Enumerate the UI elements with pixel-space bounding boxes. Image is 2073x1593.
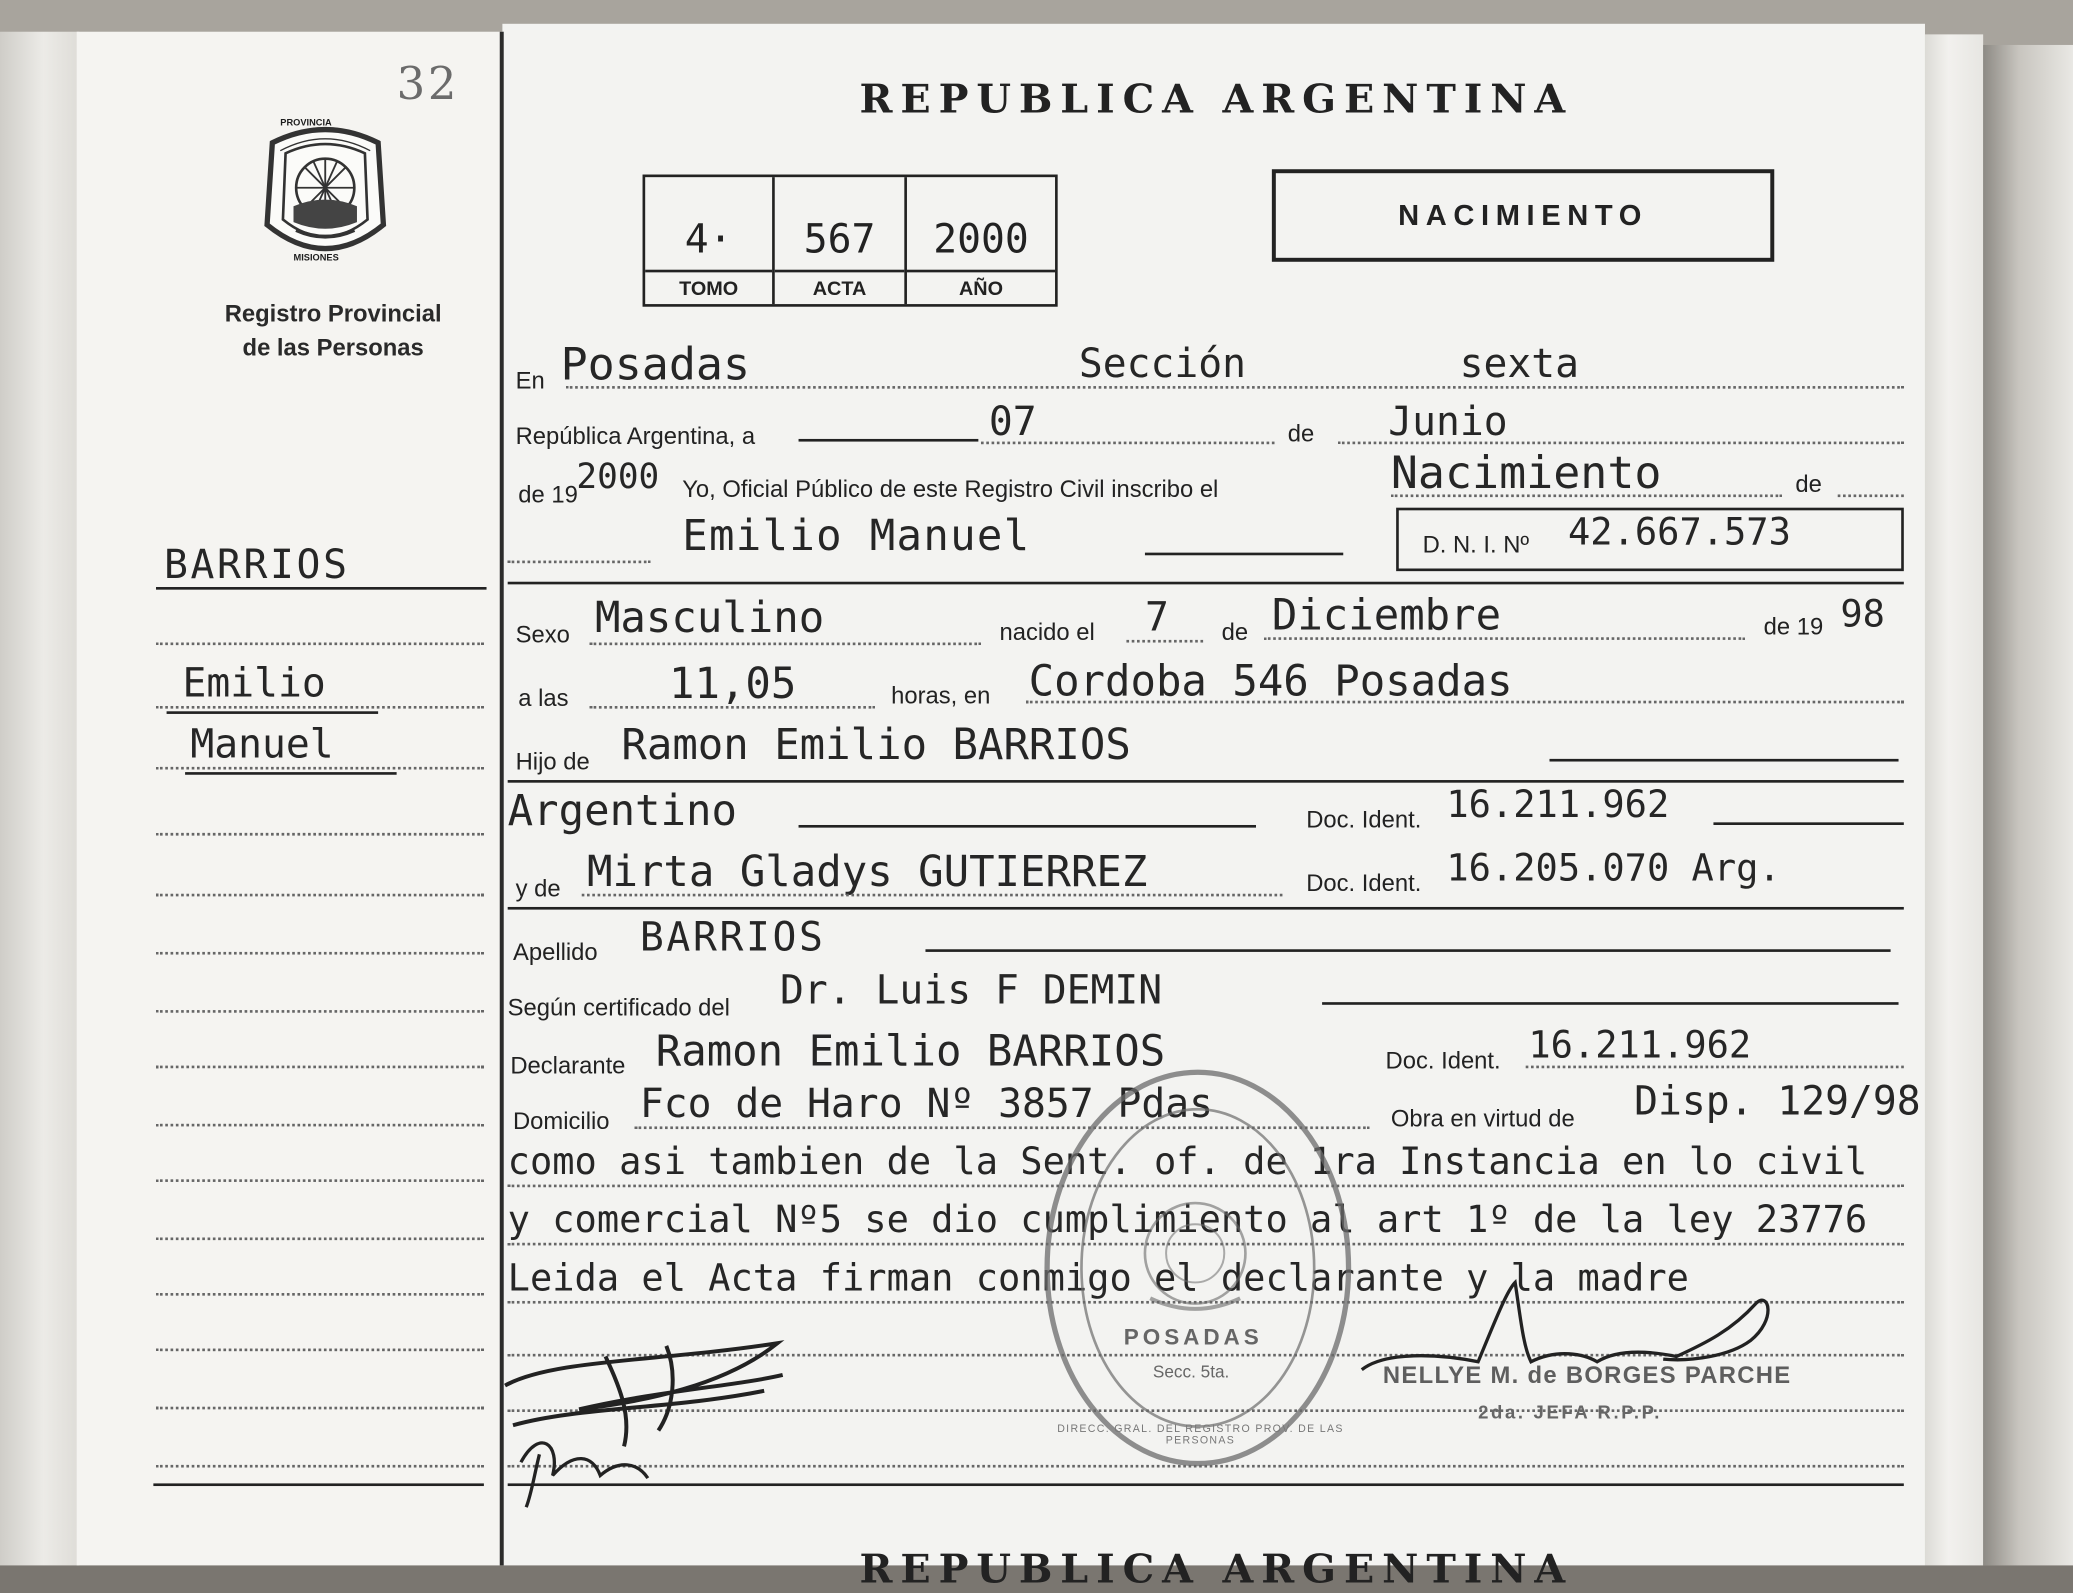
label-y-de: y de [515, 875, 561, 902]
label-doc-ident: Doc. Ident. [1306, 869, 1422, 897]
line-sex [590, 643, 981, 646]
margin-rule [156, 1010, 484, 1013]
label-sexo: Sexo [515, 621, 570, 648]
label-a-las: a las [518, 684, 569, 712]
margin-rule [156, 1124, 484, 1127]
label-de-19: de 19 [518, 481, 578, 508]
label-doc-ident: Doc. Ident. [1306, 806, 1422, 833]
margin-given-name-2: Manuel [190, 721, 334, 769]
margin-rule [156, 643, 484, 646]
official-stamp-icon [1039, 1066, 1356, 1471]
margin-rule [156, 1465, 484, 1468]
entry-birth-year: 98 [1840, 592, 1885, 636]
margin-rule [156, 894, 484, 897]
label-republica-a: República Argentina, a [515, 423, 756, 450]
line-month [1338, 442, 1904, 445]
label-obra-en-virtud: Obra en virtud de [1390, 1105, 1575, 1132]
acta-cell [775, 177, 907, 304]
margin-rule [156, 1066, 484, 1069]
label-apellido: Apellido [512, 938, 598, 966]
margin-surname-rule [156, 587, 487, 590]
entry-act-word: Nacimiento [1390, 446, 1662, 500]
line-day [981, 442, 1275, 445]
section-rule [508, 780, 1904, 783]
seal-text-bottom: MISIONES [293, 253, 339, 264]
official-title-stamp: 2da. JEFA R.P.P. [1478, 1401, 1663, 1423]
entry-surname: BARRIOS [639, 914, 826, 962]
entry-birth-time: 11,05 [668, 658, 797, 709]
entry-father: Ramon Emilio BARRIOS [621, 719, 1131, 770]
entry-year-prefix: 20 [576, 457, 618, 498]
entry-seccion: Sección [1078, 341, 1246, 388]
label-de-19b: de 19 [1763, 613, 1824, 640]
entry-sex: Masculino [594, 592, 825, 643]
margin-surname: BARRIOS [163, 542, 350, 589]
seal-text-top: PROVINCIA [280, 118, 332, 129]
label-dni: D. N. I. Nº [1422, 531, 1530, 558]
entry-father-doc: 16.211.962 [1446, 782, 1670, 827]
entry-mother-doc: 16.205.070 Arg. [1446, 846, 1781, 890]
entry-birth-place: Cordoba 546 Posadas [1028, 655, 1513, 707]
label-de-end: de [1795, 470, 1822, 498]
line-doctor [1322, 1002, 1898, 1005]
section-rule [508, 907, 1904, 910]
label-de: de [1221, 618, 1249, 646]
entry-disposition: Disp. 129/98 [1634, 1078, 1921, 1126]
line-act-word [1391, 494, 1782, 497]
stamp-city: POSADAS [1123, 1324, 1263, 1350]
entry-declarant-doc: 16.211.962 [1528, 1023, 1752, 1067]
line-mother [582, 894, 1283, 897]
label-yo-oficial: Yo, Oficial Público de este Registro Civil inscribo el [682, 475, 1219, 503]
label-doc-ident: Doc. Ident. [1385, 1047, 1501, 1074]
margin-rule [156, 767, 484, 770]
line-birth-day [1126, 640, 1203, 643]
label-nacido-el: nacido el [999, 618, 1095, 646]
anio-label: AÑO [907, 270, 1055, 300]
label-domicilio: Domicilio [512, 1107, 610, 1135]
act-type-box [1272, 169, 1774, 262]
margin-rule [156, 1237, 484, 1240]
tomo-cell [645, 177, 775, 304]
entry-doctor: Dr. Luis F DEMIN [780, 967, 1163, 1015]
entry-declarant: Ramon Emilio BARRIOS [655, 1025, 1166, 1077]
entry-address: Fco de Haro Nº 3857 Pdas [639, 1081, 1214, 1128]
next-record-header: REPUBLICA ARGENTINA [859, 1546, 1574, 1593]
label-de: de [1287, 420, 1315, 447]
entry-dni: 42.667.573 [1568, 510, 1791, 554]
tomo-value: 4· [684, 216, 733, 264]
entry-place: Posadas [560, 338, 751, 392]
label-horas-en: horas, en [891, 682, 991, 709]
entry-father-nationality: Argentino [507, 785, 737, 836]
country-header: REPUBLICA ARGENTINA [859, 76, 1574, 123]
page-number: 32 [396, 58, 460, 112]
entry-month: Junio [1388, 399, 1508, 446]
page-stack-edge [1925, 34, 1983, 1565]
line-birth-time [590, 706, 876, 709]
entry-year-suffix: 00 [617, 457, 660, 498]
line-end [1838, 494, 1904, 497]
book-edge-left [0, 32, 79, 1566]
stamp-section: Secc. 5ta. [1152, 1361, 1230, 1382]
registry-name-line2: de las Personas [242, 334, 424, 361]
registry-name-line1: Registro Provincial [224, 300, 442, 327]
label-segun-certificado: Según certificado del [507, 994, 730, 1021]
entry-birth-day: 7 [1144, 594, 1169, 642]
entry-year [576, 457, 659, 497]
margin-rule [156, 833, 484, 836]
entry-child-name: Emilio Manuel [682, 510, 1031, 561]
label-declarante: Declarante [510, 1052, 626, 1079]
margin-rule [156, 1179, 484, 1182]
line-declarant-doc [1526, 1066, 1904, 1069]
line-birth-place [1026, 701, 1904, 704]
line-father-doc [1713, 822, 1903, 825]
anio-value: 2000 [933, 216, 1029, 264]
entry-seccion-number: sexta [1459, 341, 1580, 388]
entry-day: 07 [988, 399, 1037, 446]
book-edge-right [1983, 45, 2073, 1565]
line-place [566, 386, 1904, 389]
line-child-name-left [508, 561, 651, 564]
line-surname [925, 949, 1890, 952]
margin-rule [156, 706, 484, 709]
record-id-box [643, 175, 1058, 307]
tomo-label: TOMO [645, 270, 772, 300]
margin-rule [156, 1407, 484, 1410]
line-child-name-right [1145, 553, 1343, 556]
margin-bottom-rule [153, 1483, 484, 1486]
section-rule [508, 582, 1904, 585]
line-father [1550, 759, 1899, 762]
acta-label: ACTA [775, 270, 905, 300]
entry-birth-month: Diciembre [1271, 589, 1502, 640]
note-line-1: como asi tambien de la Sent. of. de 1ra Instancia en lo civil [507, 1139, 1868, 1184]
declarant-signature [500, 1333, 804, 1510]
note-line-3: Leida el Acta firman conmigo el declarante y la madre [507, 1255, 1689, 1300]
note-line-2: y comercial Nº5 se dio cumplimiento al art 1º de la ley 23776 [507, 1197, 1868, 1242]
anio-cell [907, 177, 1055, 304]
official-name-stamp: NELLYE M. de BORGES PARCHE [1382, 1361, 1792, 1389]
margin-underline-2 [185, 772, 397, 775]
line-nationality [799, 825, 1256, 828]
registry-name [185, 296, 481, 365]
stamp-ring-text: DIRECC. GRAL. DEL REGISTRO PROV. DE LAS PERSONAS [1057, 1422, 1344, 1447]
line-before-day [799, 439, 979, 442]
margin-rule [156, 1293, 484, 1296]
line-birth-month [1264, 637, 1745, 640]
entry-mother: Mirta Gladys GUTIERREZ [587, 846, 1148, 897]
label-hijo-de: Hijo de [515, 748, 590, 775]
margin-underline-1 [167, 711, 379, 714]
label-en: En [515, 367, 545, 394]
act-type-label: NACIMIENTO [1398, 198, 1648, 232]
acta-value: 567 [803, 216, 876, 264]
margin-rule [156, 952, 484, 955]
margin-given-name-1: Emilio [182, 661, 326, 708]
provincial-seal-icon [254, 114, 397, 273]
margin-rule [156, 1349, 484, 1352]
